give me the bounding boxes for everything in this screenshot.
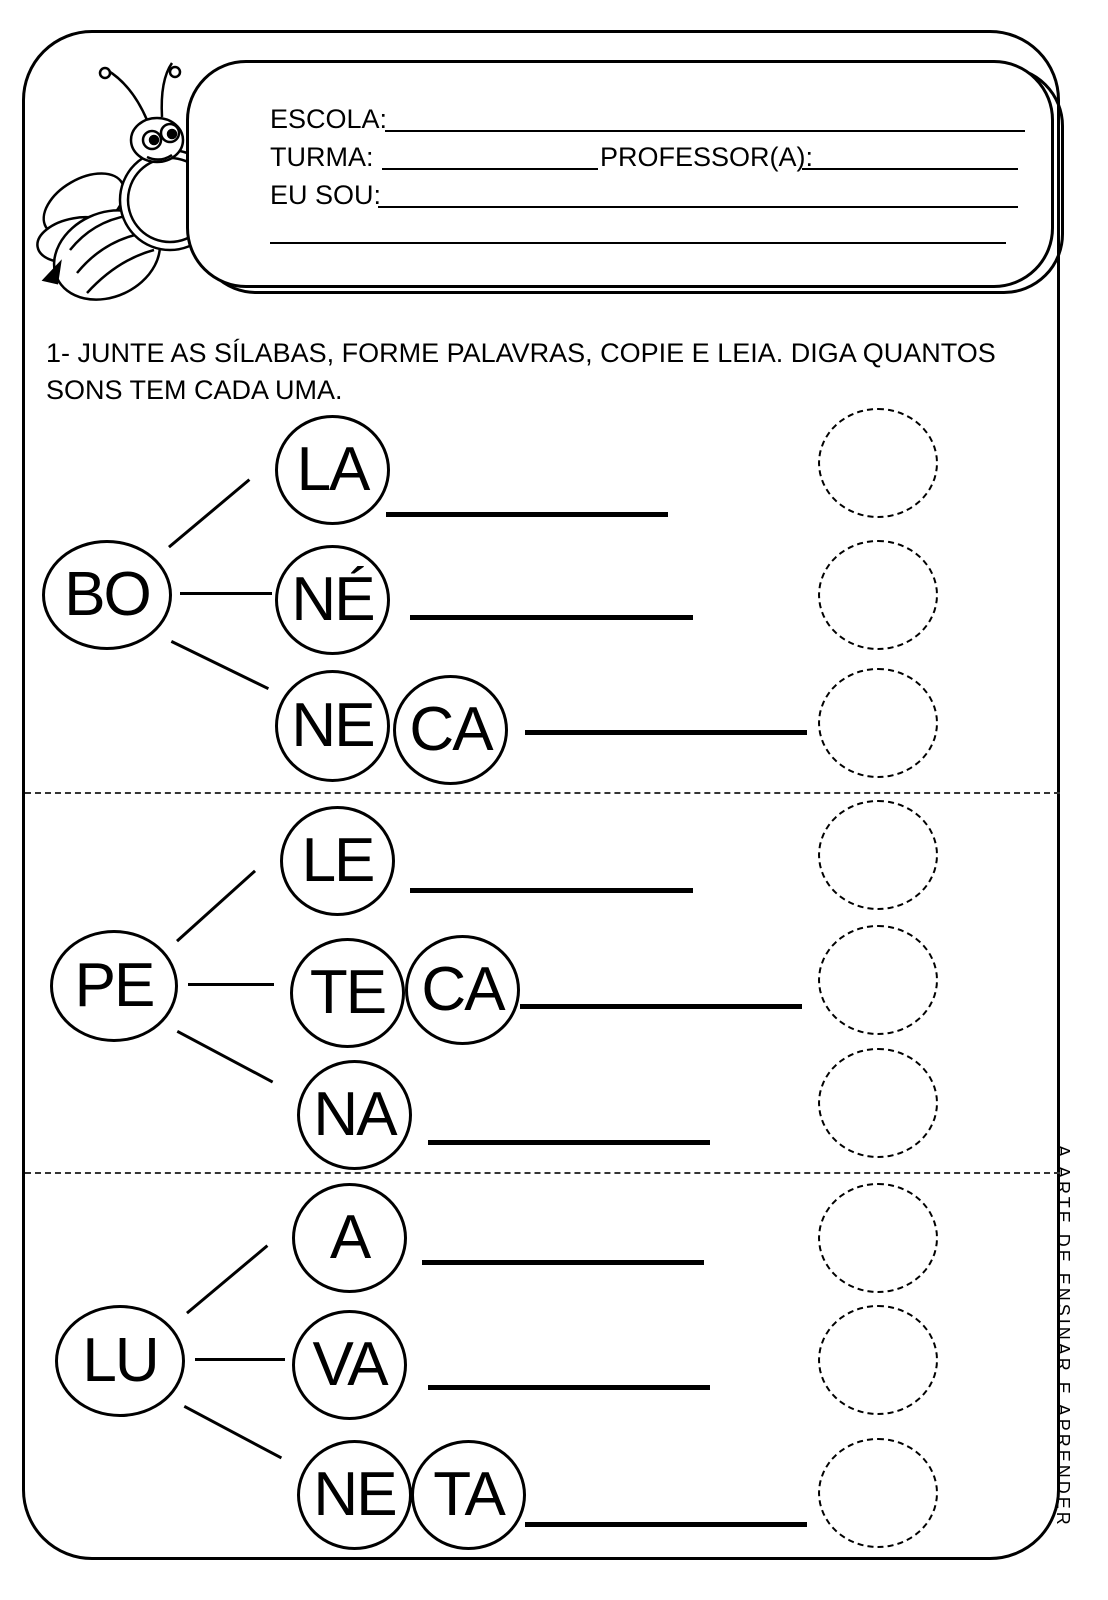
answer-line[interactable] [410,615,693,620]
section-separator [25,1172,1060,1174]
syllable-bubble [275,545,390,655]
sound-count-circle[interactable] [818,1438,938,1548]
section-separator [25,792,1060,794]
connector-line [195,1358,285,1361]
root-syllable-bubble [42,540,172,650]
connector-line [188,983,274,986]
sound-count-circle[interactable] [818,1048,938,1158]
class-label: TURMA: [270,142,374,172]
root-syllable: BO [64,560,150,629]
teacher-field[interactable] [802,168,1018,170]
syllable-bubble [411,1440,526,1550]
sound-count-circle[interactable] [818,925,938,1035]
name-field[interactable] [378,206,1018,208]
sound-count-circle[interactable] [818,800,938,910]
answer-line[interactable] [386,512,668,517]
school-label: ESCOLA: [270,104,388,134]
class-field[interactable] [382,168,598,170]
sound-count-circle[interactable] [818,540,938,650]
syllable: LA [296,435,369,504]
syllable: NA [313,1080,396,1149]
syllable-bubble [405,935,520,1045]
school-field[interactable] [385,130,1025,132]
instruction-text: 1- JUNTE AS SÍLABAS, FORME PALAVRAS, COPIE E LEIA. DIGA QUANTOS SONS TEM CADA UMA. [46,338,996,405]
answer-line[interactable] [428,1140,710,1145]
name-field-extra-line[interactable] [270,242,1006,244]
root-syllable-bubble [55,1305,185,1417]
syllable-bubble [275,670,390,782]
answer-line[interactable] [410,888,693,893]
syllable: NÉ [291,565,374,634]
syllable: LE [301,826,374,895]
syllable: CA [421,955,504,1024]
syllable-bubble [292,1310,407,1420]
header-box [186,60,1054,288]
syllable: A [329,1203,370,1272]
syllable: NE [291,691,374,760]
sound-count-circle[interactable] [818,408,938,518]
syllable-bubble [297,1060,412,1170]
answer-line[interactable] [525,730,807,735]
sound-count-circle[interactable] [818,668,938,778]
credit-container [1047,1145,1077,1537]
syllable: CA [409,695,492,764]
bee-illustration [22,45,202,315]
syllable-bubble [290,938,405,1048]
syllable: TE [309,958,386,1027]
sound-count-circle[interactable] [818,1183,938,1293]
root-syllable: PE [74,951,154,1020]
sound-count-circle[interactable] [818,1305,938,1415]
syllable-bubble [297,1440,412,1550]
root-syllable-bubble [50,930,178,1042]
credit-text: A ARTE DE ENSINAR E APRENDER [1053,1145,1073,1528]
answer-line[interactable] [428,1385,710,1390]
root-syllable: LU [82,1326,158,1395]
syllable: VA [312,1330,387,1399]
syllable-bubble [275,415,390,525]
syllable-bubble [292,1183,407,1293]
syllable-bubble [393,675,508,785]
answer-line[interactable] [520,1004,802,1009]
i-am-label: EU SOU: [270,180,382,210]
teacher-label: PROFESSOR(A): [600,142,814,172]
connector-line [180,592,272,595]
answer-line[interactable] [422,1260,704,1265]
answer-line[interactable] [525,1522,807,1527]
syllable: NE [313,1460,396,1529]
syllable-bubble [280,806,395,916]
syllable: TA [433,1460,504,1529]
